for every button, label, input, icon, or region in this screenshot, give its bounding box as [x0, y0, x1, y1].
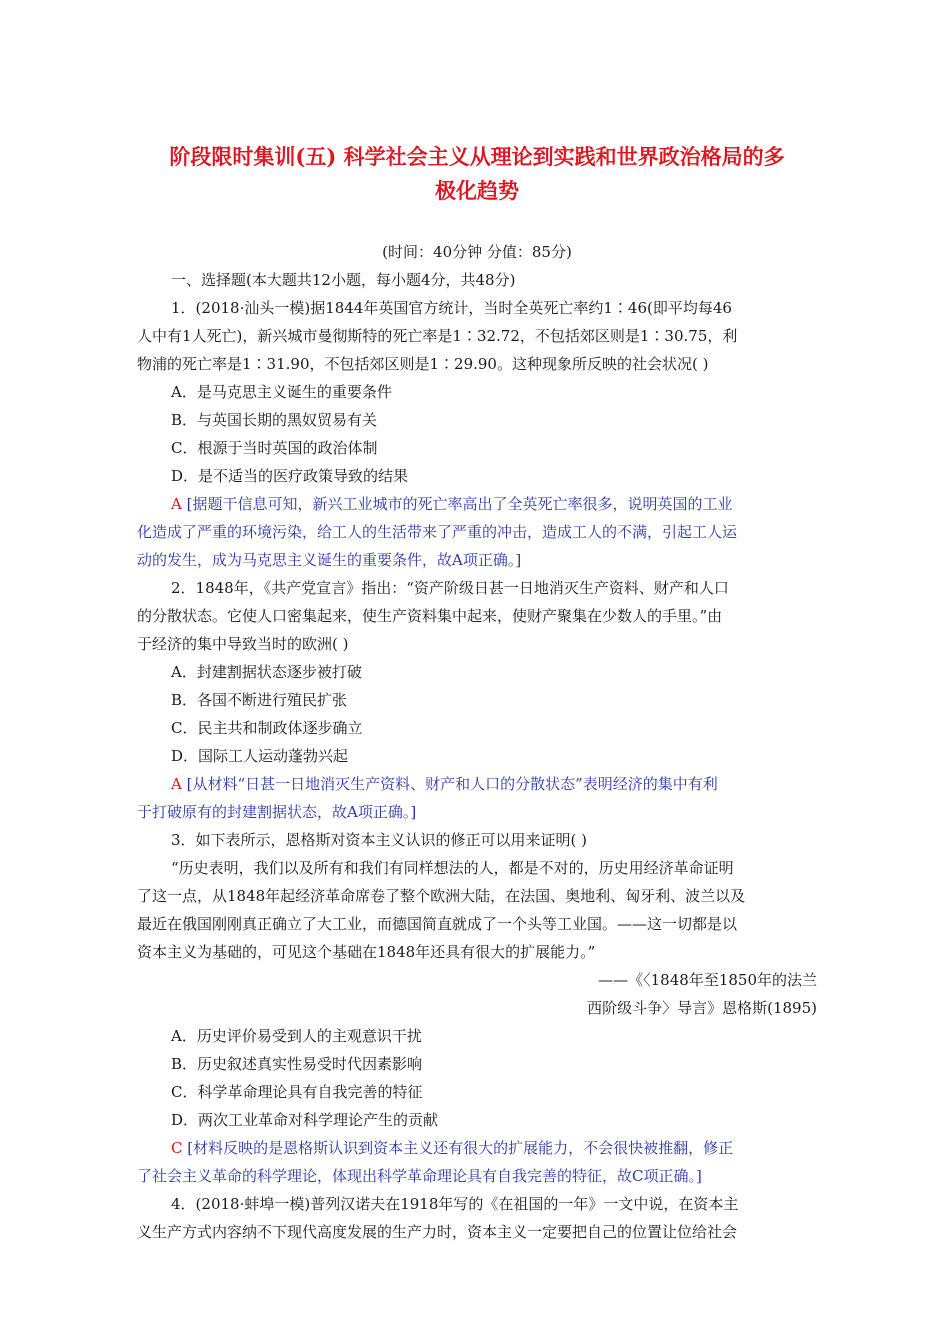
- option-c: C．根源于当时英国的政治体制: [171, 439, 378, 457]
- question-stem-line: 的分散状态。它使人口密集起来，使生产资料集中起来，使财产聚集在少数人的手里。”由: [137, 607, 723, 625]
- document-page: [137, 140, 817, 1246]
- document-title: [137, 140, 817, 208]
- option-b: B．历史叙述真实性易受时代因素影响: [171, 1055, 423, 1073]
- quote-line: “历史表明，我们以及所有和我们有同样想法的人，都是不对的，历史用经济革命证明: [171, 859, 734, 877]
- option-d: D．国际工人运动蓬勃兴起: [171, 747, 349, 765]
- title-line-2: 极化趋势: [435, 178, 519, 203]
- quote-line: 了这一点，从1848年起经济革命席卷了整个欧洲大陆，在法国、奥地利、匈牙利、波兰以及: [137, 887, 746, 905]
- answer-explanation-line: [137, 490, 817, 518]
- quote-line: 最近在俄国刚刚真正确立了大工业，而德国简直就成了一个头等工业国。——这一切都是以: [137, 915, 738, 933]
- question-2: [137, 574, 817, 826]
- option-c: C．民主共和制政体逐步确立: [171, 719, 363, 737]
- answer-letter: C: [171, 1139, 183, 1157]
- question-stem-line: 2．1848年，《共产党宣言》指出：“资产阶级日甚一日地消灭生产资料、财产和人口: [171, 579, 729, 597]
- option-a: A．历史评价易受到人的主观意识干扰: [171, 1027, 422, 1045]
- answer-text: [从材料“日甚一日地消灭生产资料、财产和人口的分散状态”表明经济的集中有利: [181, 775, 718, 793]
- option-a: A．封建割据状态逐步被打破: [171, 663, 362, 681]
- quote-source-line: ——《〈1848年至1850年的法兰: [598, 971, 817, 989]
- option-d: D．是不适当的医疗政策导致的结果: [171, 467, 409, 485]
- answer-explanation-line: [137, 1134, 817, 1162]
- answer-text: [据题干信息可知，新兴工业城市的死亡率高出了全英死亡率很多，说明英国的工业: [181, 495, 733, 513]
- section-heading: 一、选择题(本大题共12小题，每小题4分，共48分): [171, 271, 516, 289]
- answer-explanation-line: 了社会主义革命的科学理论，体现出科学革命理论具有自我完善的特征，故C项正确。]: [137, 1167, 702, 1185]
- option-d: D．两次工业革命对科学理论产生的贡献: [171, 1111, 439, 1129]
- question-stem-line: 义生产方式内容纳不下现代高度发展的生产力时，资本主义一定要把自己的位置让位给社会: [137, 1223, 738, 1241]
- question-stem-line: 于经济的集中导致当时的欧洲( ): [137, 635, 349, 653]
- answer-explanation-line: 化造成了严重的环境污染，给工人的生活带来了严重的冲击，造成工人的不满，引起工人运: [137, 523, 738, 541]
- question-3: [137, 826, 817, 1190]
- option-b: B．与英国长期的黑奴贸易有关: [171, 411, 378, 429]
- time-score-info: (时间：40分钟 分值：85分): [382, 243, 572, 261]
- option-b: B．各国不断进行殖民扩张: [171, 691, 348, 709]
- answer-explanation-line: 于打破原有的封建割据状态，故A项正确。]: [137, 803, 417, 821]
- answer-letter: A: [171, 775, 182, 793]
- question-stem-line: 物浦的死亡率是1∶31.90，不包括郊区则是1∶29.90。这种现象所反映的社会状况( ): [137, 355, 709, 373]
- answer-explanation-line: [137, 770, 817, 798]
- question-stem-line: 3．如下表所示，恩格斯对资本主义认识的修正可以用来证明( ): [171, 831, 588, 849]
- question-4: [137, 1190, 817, 1246]
- quote-line: 资本主义为基础的，可见这个基础在1848年还具有很大的扩展能力。”: [137, 943, 596, 961]
- answer-text: [材料反映的是恩格斯认识到资本主义还有很大的扩展能力，不会很快被推翻，修正: [182, 1139, 734, 1157]
- option-c: C．科学革命理论具有自我完善的特征: [171, 1083, 423, 1101]
- question-stem-line: 人中有1人死亡)，新兴城市曼彻斯特的死亡率是1∶32.72，不包括郊区则是1∶30.75，利: [137, 327, 738, 345]
- option-a: A．是马克思主义诞生的重要条件: [171, 383, 392, 401]
- question-stem-line: 4．(2018·蚌埠一模)普列汉诺夫在1918年写的《在祖国的一年》一文中说，在资本主: [171, 1195, 739, 1213]
- answer-letter: A: [171, 495, 182, 513]
- quote-source-line: 西阶级斗争〉导言》恩格斯(1895): [587, 999, 817, 1017]
- question-stem-line: 1．(2018·汕头一模)据1844年英国官方统计，当时全英死亡率约1∶46(即平均每46: [171, 299, 732, 317]
- question-1: [137, 294, 817, 574]
- title-line-1: 阶段限时集训(五) 科学社会主义从理论到实践和世界政治格局的多: [169, 144, 785, 169]
- answer-explanation-line: 动的发生，成为马克思主义诞生的重要条件，故A项正确。]: [137, 551, 522, 569]
